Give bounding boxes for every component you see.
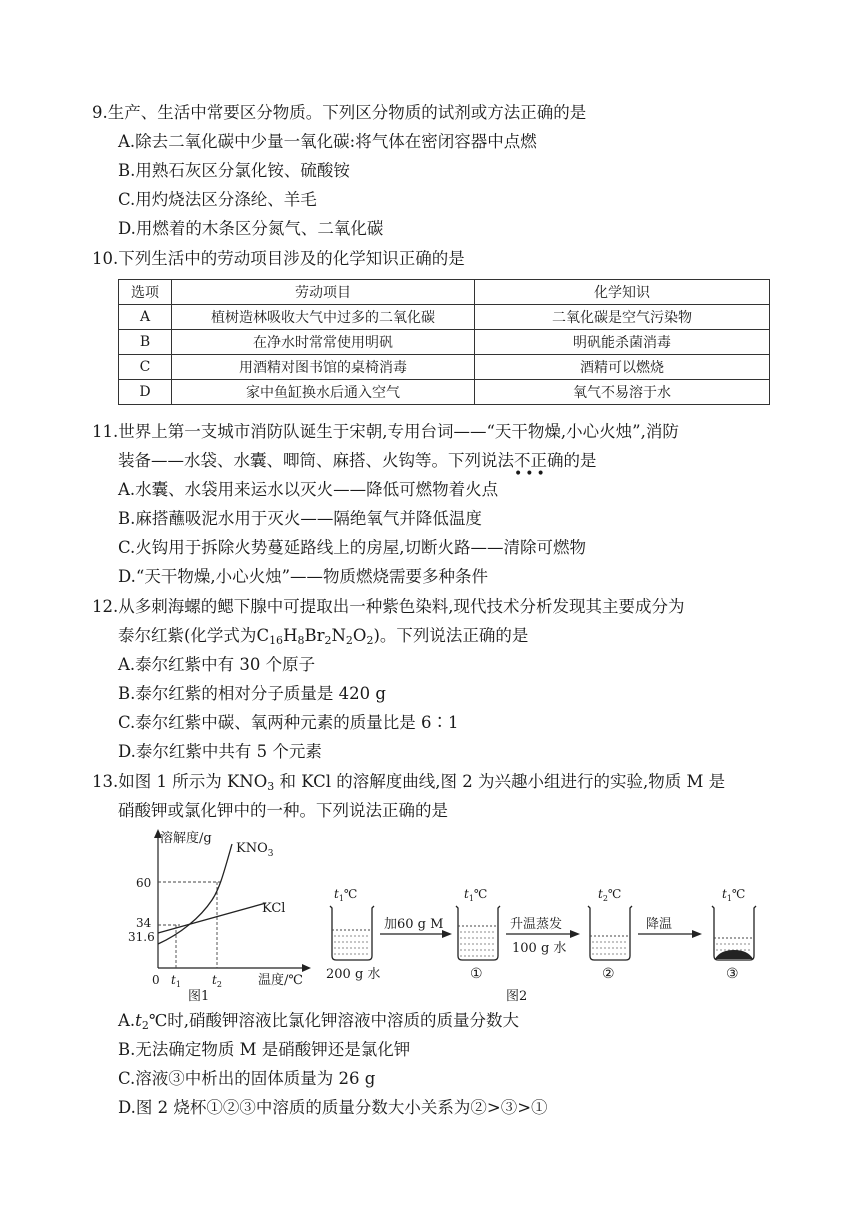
beaker-label: ③ bbox=[726, 966, 739, 982]
fig2-experiment bbox=[322, 880, 762, 1006]
temp-symbol: t bbox=[135, 1011, 142, 1030]
kcl-curve bbox=[158, 903, 266, 933]
q11-option-b: B.麻搭蘸吸泥水用于灭火——隔绝氧气并降低温度 bbox=[118, 509, 482, 528]
table-row bbox=[119, 330, 770, 355]
q9-option-d: D.用燃着的木条区分氮气、二氧化碳 bbox=[118, 219, 384, 238]
table-cell: 二氧化碳是空气污染物 bbox=[475, 305, 770, 330]
arrow-label: 升温蒸发 bbox=[510, 917, 563, 932]
beaker-label: ① bbox=[470, 966, 483, 982]
fig1-caption: 图1 bbox=[188, 989, 210, 1004]
formula-element: N bbox=[331, 626, 346, 645]
q12-option-d: D.泰尔红紫中共有 5 个元素 bbox=[118, 742, 322, 761]
formula-count: 16 bbox=[269, 634, 284, 647]
ytick-31-6: 31.6 bbox=[128, 930, 155, 944]
q12-option-b: B.泰尔红紫的相对分子质量是 420 g bbox=[118, 684, 386, 703]
table-cell: 植树造林吸收大气中过多的二氧化碳 bbox=[172, 305, 475, 330]
fig2-caption: 图2 bbox=[506, 989, 528, 1004]
beaker-temp: $t_2℃$ bbox=[598, 887, 622, 903]
q11-stem-suffix: 的是 bbox=[563, 451, 597, 470]
option-text: ℃时,硝酸钾溶液比氯化钾溶液中溶质的质量分数大 bbox=[148, 1011, 520, 1030]
chemical-formula bbox=[256, 626, 373, 645]
formula-element: H bbox=[283, 626, 298, 645]
q11-emphasis-text: 不正确 bbox=[514, 451, 564, 470]
q13-option-b: B.无法确定物质 M 是硝酸钾还是氯化钾 bbox=[118, 1040, 411, 1059]
table-header-row bbox=[119, 280, 770, 305]
q12-option-c: C.泰尔红紫中碳、氧两种元素的质量比是 6∶1 bbox=[118, 713, 459, 732]
q13-stem-sub: 3 bbox=[267, 780, 275, 793]
q11-stem-prefix: 装备——水袋、水囊、唧筒、麻搭、火钩等。下列说法 bbox=[118, 451, 514, 470]
xtick-t2: $t_2$ bbox=[212, 973, 222, 989]
arrow-sublabel: 100 g 水 bbox=[512, 941, 567, 956]
table-header: 劳动项目 bbox=[172, 280, 475, 305]
q12-stem-suffix: )。下列说法正确的是 bbox=[373, 626, 529, 645]
formula-count: 8 bbox=[297, 634, 305, 647]
q13-stem-part: 13.如图 1 所示为 KNO bbox=[92, 772, 268, 791]
table-cell: 明矾能杀菌消毒 bbox=[475, 330, 770, 355]
table-cell: C bbox=[119, 355, 172, 380]
table-cell: 氧气不易溶于水 bbox=[475, 380, 770, 405]
ytick-60: 60 bbox=[136, 876, 152, 890]
q11-stem-line2 bbox=[118, 450, 597, 482]
q12-stem: 12.从多刺海螺的鳃下腺中可提取出一种紫色染料,现代技术分析发现其主要成分为 bbox=[92, 597, 685, 616]
beaker-temp: $t_1℃$ bbox=[464, 887, 488, 903]
q13-stem-line2: 硝酸钾或氯化钾中的一种。下列说法正确的是 bbox=[118, 801, 448, 820]
arrow-label: 降温 bbox=[646, 917, 673, 932]
q9-option-c: C.用灼烧法区分涤纶、羊毛 bbox=[118, 190, 317, 209]
table-cell: A bbox=[119, 305, 172, 330]
formula-count: 2 bbox=[324, 634, 332, 647]
q12-option-a: A.泰尔红紫中有 30 个原子 bbox=[118, 655, 316, 674]
option-prefix: A. bbox=[118, 1011, 136, 1030]
table-row bbox=[119, 355, 770, 380]
q13-stem bbox=[92, 771, 725, 793]
temp-sub: 2 bbox=[141, 1019, 149, 1032]
formula-element: C bbox=[256, 626, 270, 645]
arrow-add-m bbox=[380, 916, 452, 938]
emphasis-dots: ••• bbox=[514, 466, 548, 482]
table-row bbox=[119, 380, 770, 405]
beaker-water bbox=[326, 887, 380, 982]
kno3-curve bbox=[158, 844, 232, 944]
q11-option-d: D.“天干物燥,小心火烛”——物质燃烧需要多种条件 bbox=[118, 567, 489, 586]
precipitate bbox=[715, 950, 753, 959]
table-header: 选项 bbox=[119, 280, 172, 305]
table-cell: 家中鱼缸换水后通入空气 bbox=[172, 380, 475, 405]
table-row bbox=[119, 305, 770, 330]
q11-option-c: C.火钩用于拆除火势蔓延路线上的房屋,切断火路——清除可燃物 bbox=[118, 538, 587, 557]
beaker-label: 200 g 水 bbox=[326, 967, 381, 982]
beaker-3 bbox=[712, 887, 756, 982]
table-cell: D bbox=[119, 380, 172, 405]
q12-stem-line2 bbox=[118, 625, 528, 647]
kno3-label: $KNO_3$ bbox=[236, 841, 274, 859]
arrow-heat-evaporate bbox=[506, 916, 580, 956]
q12-stem-prefix: 泰尔红紫(化学式为 bbox=[118, 626, 257, 645]
beaker-temp: $t_1℃$ bbox=[334, 887, 358, 903]
q9-option-b: B.用熟石灰区分氯化铵、硫酸铵 bbox=[118, 161, 350, 180]
table-cell: 在净水时常常使用明矾 bbox=[172, 330, 475, 355]
origin-label: 0 bbox=[152, 973, 160, 987]
arrow-label: 加60 g M bbox=[384, 917, 444, 932]
q13-stem-part: 和 KCl 的溶解度曲线,图 2 为兴趣小组进行的实验,物质 M 是 bbox=[274, 772, 726, 791]
beaker-label: ② bbox=[602, 966, 615, 982]
fig1-solubility-chart bbox=[120, 826, 320, 1006]
q11-stem: 11.世界上第一支城市消防队诞生于宋朝,专用台词——“天干物燥,小心火烛”,消防 bbox=[92, 422, 679, 441]
beaker-2 bbox=[588, 887, 632, 982]
ytick-34: 34 bbox=[136, 916, 152, 930]
q10-table bbox=[118, 279, 770, 405]
formula-element: Br bbox=[304, 626, 325, 645]
q13-option-a bbox=[118, 1010, 519, 1032]
q11-emphasis bbox=[514, 451, 564, 482]
q9-stem: 9.生产、生活中常要区分物质。下列区分物质的试剂或方法正确的是 bbox=[92, 103, 587, 122]
table-cell: 酒精可以燃烧 bbox=[475, 355, 770, 380]
q11-option-a: A.水囊、水袋用来运水以灭火——降低可燃物着火点 bbox=[118, 480, 499, 499]
table-cell: B bbox=[119, 330, 172, 355]
formula-element: O bbox=[352, 626, 367, 645]
q9-option-a: A.除去二氧化碳中少量一氧化碳:将气体在密闭容器中点燃 bbox=[118, 132, 537, 151]
q10-stem: 10.下列生活中的劳动项目涉及的化学知识正确的是 bbox=[92, 249, 465, 268]
q13-option-d: D.图 2 烧杯①②③中溶质的质量分数大小关系为②>③>① bbox=[118, 1098, 548, 1117]
formula-count: 2 bbox=[345, 634, 353, 647]
formula-count: 2 bbox=[366, 634, 374, 647]
x-axis-label: 温度/℃ bbox=[258, 973, 303, 988]
xtick-t1: $t_1$ bbox=[171, 973, 181, 989]
beaker-1 bbox=[456, 887, 500, 982]
kcl-label: KCl bbox=[262, 901, 286, 916]
table-cell: 用酒精对图书馆的桌椅消毒 bbox=[172, 355, 475, 380]
q13-option-c: C.溶液③中析出的固体质量为 26 g bbox=[118, 1069, 376, 1088]
beaker-temp: $t_1℃$ bbox=[722, 887, 746, 903]
table-header: 化学知识 bbox=[475, 280, 770, 305]
arrow-cool bbox=[638, 917, 702, 938]
y-axis-label: 溶解度/g bbox=[160, 831, 212, 846]
x-axis-arrow bbox=[302, 964, 311, 972]
